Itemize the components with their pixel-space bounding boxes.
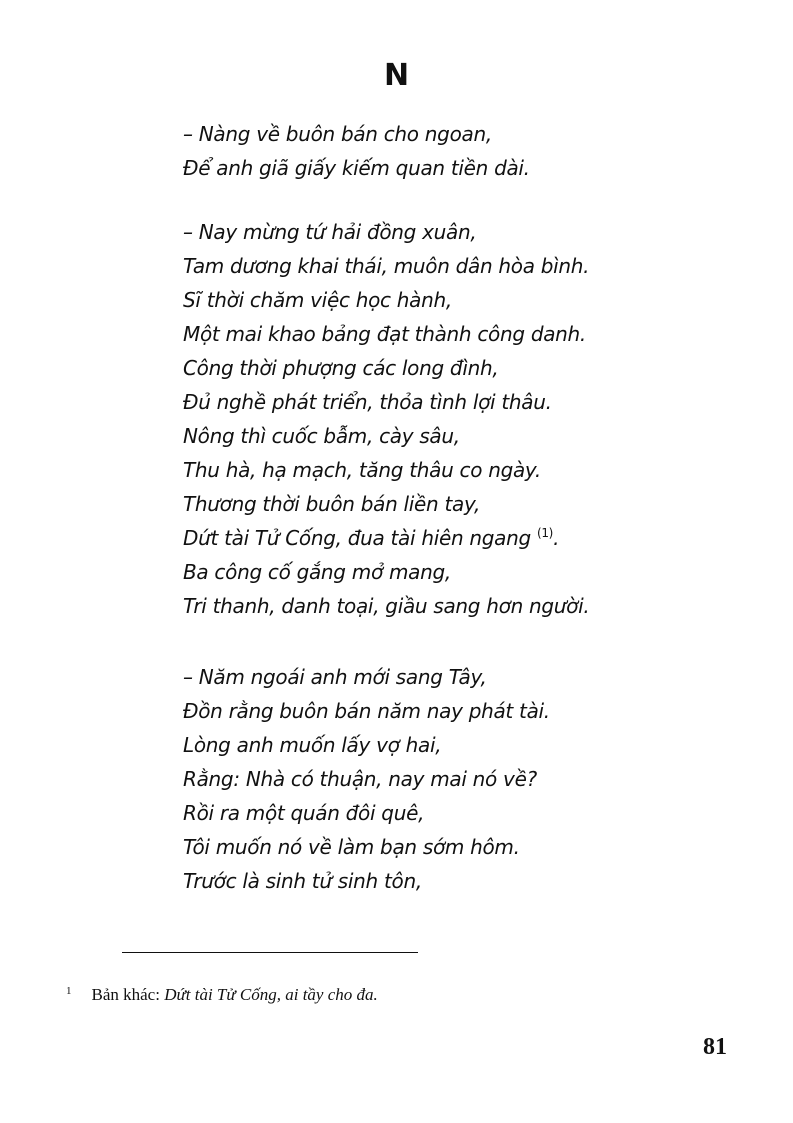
verse-line: Công thời phượng các long đình,: [183, 356, 499, 380]
verse-line: – Nàng về buôn bán cho ngoan,: [183, 122, 492, 146]
verse-line: Trước là sinh tử sinh tôn,: [183, 869, 422, 893]
stanza-1: [183, 117, 763, 185]
verse-line: Ba công cố gắng mở mang,: [183, 560, 451, 584]
verse-line: Sĩ thời chăm việc học hành,: [183, 288, 452, 312]
footnote-divider: [122, 952, 418, 953]
verse-line: Đồn rằng buôn bán năm nay phát tài.: [183, 699, 550, 723]
verse-line-with-reference: [183, 521, 763, 555]
verse-line: – Năm ngoái anh mới sang Tây,: [183, 665, 487, 689]
verse-line: Đủ nghề phát triển, thỏa tình lợi thâu.: [183, 390, 552, 414]
verse-line: Tri thanh, danh toại, giầu sang hơn người.: [183, 594, 590, 618]
verse-line: Lòng anh muốn lấy vợ hai,: [183, 733, 442, 757]
page-number: 81: [703, 1034, 727, 1060]
stanza-2: [183, 215, 763, 623]
section-letter: N: [383, 58, 410, 93]
verse-line-text: Dứt tài Tử Cống, đua tài hiên ngang: [183, 526, 531, 550]
footnote-label: Bản khác:: [91, 985, 165, 1004]
verse-line: Tam dương khai thái, muôn dân hòa bình.: [183, 254, 590, 278]
footnote-marker: 1: [66, 985, 72, 997]
verse-line: – Nay mừng tứ hải đồng xuân,: [183, 220, 477, 244]
verse-line: Rằng: Nhà có thuận, nay mai nó về?: [183, 767, 537, 791]
verse-line-punctuation: .: [553, 526, 560, 550]
verse-line: Thu hà, hạ mạch, tăng thâu co ngày.: [183, 458, 541, 482]
verse-line: Thương thời buôn bán liền tay,: [183, 492, 481, 516]
verse-line: Tôi muốn nó về làm bạn sớm hôm.: [183, 835, 520, 859]
stanza-3: [183, 660, 763, 898]
verse-line: Một mai khao bảng đạt thành công danh.: [183, 322, 586, 346]
footnote-variant-text: Dứt tài Tử Cống, ai tầy cho đa.: [164, 985, 378, 1004]
footnote-reference[interactable]: (1): [536, 526, 554, 540]
verse-line: Nông thì cuốc bẫm, cày sâu,: [183, 424, 460, 448]
verse-line: Để anh giã giấy kiếm quan tiền dài.: [183, 156, 530, 180]
footnote: [66, 984, 378, 1006]
verse-line: Rồi ra một quán đôi quê,: [183, 801, 425, 825]
